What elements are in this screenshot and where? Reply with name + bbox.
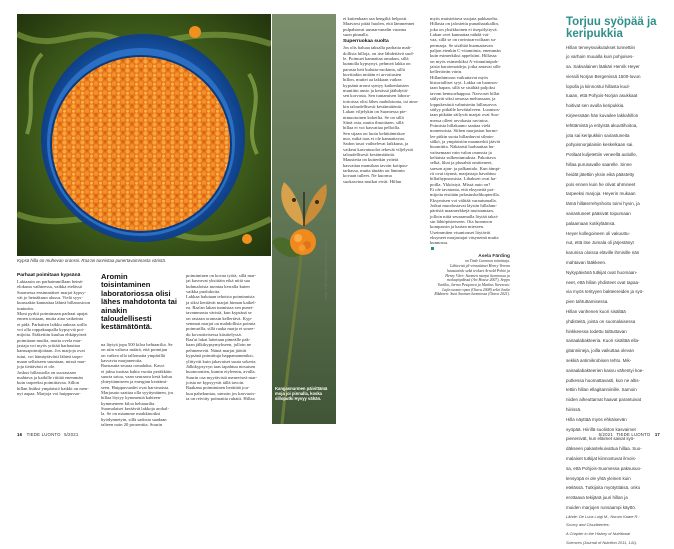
text-line: palaamaan kotikyläänsä. <box>566 220 616 226</box>
text-line: poilla. Ykköstyä. Missä auto on? <box>430 181 491 187</box>
text-line: jolloin niitä seuraamalla löytää takai- <box>430 213 499 219</box>
section-subheading: Superruokaa suolta <box>343 39 389 45</box>
text-line: hoitivat sen avulla keripukkia. <box>566 103 625 109</box>
text-line: monenoista. Siihen marjaston hormi- <box>430 128 499 134</box>
text-line: taan hapan, sillä se sisältää paljoksi <box>430 85 496 91</box>
text-line: huomittta. Näkäaisti harhauttaa hu- <box>430 144 495 150</box>
text-line: joka on yksikkoinen ei itsepölyttyvä. <box>430 26 498 32</box>
text-line: kin taloudellisesti kestämätöntä. <box>343 104 403 109</box>
text-line: paljon etenkin C-vitamiinia, enemmän <box>430 48 501 54</box>
text-line: kompassin ja kartan mieseen. <box>430 224 485 230</box>
right-col1-text-2 <box>343 45 423 184</box>
left-col1-text <box>17 279 95 397</box>
text-line: kunnossa. <box>430 240 449 246</box>
text-line: ei jaksa tuottaa kahta vuotta peräkkäin <box>101 368 172 374</box>
text-line: mijoita. Etäkettiin kuuluu ehkäpyöreä <box>17 332 87 338</box>
magazine-name-right: TIEDE LUONTO <box>616 432 651 437</box>
text-line: jaisia karotenoideja, jotka antavat sille <box>430 64 501 70</box>
page-number-right: 17 <box>654 432 660 437</box>
text-line: Lakkaa halutaan tehoista poiminnista <box>186 294 255 300</box>
text-line: muniitin ansio ja kesässä jäähdyttä- <box>343 87 409 93</box>
text-line: ea. Raa'an lakan tunnistaa sen punet- <box>186 305 254 311</box>
text-line: Rikkinen: Suot Suomen luonnossa (Otava 2021). <box>434 292 510 297</box>
text-line: mahtavan lääkkeen. <box>566 260 607 266</box>
sidebar-text <box>566 45 660 511</box>
text-line: nuo, mikä taas ei ole kannattavaa. <box>343 136 406 142</box>
text-line: lopulla ja kiinnostui hillasta kuul- <box>566 83 631 89</box>
text-line: etelässä. Tutkijoita myötyttiäisä, onko <box>566 485 641 491</box>
text-line: hillon, muttei aa lakkaan vaikea <box>343 77 402 83</box>
text-line: hiirissä. <box>566 406 582 412</box>
text-line: ta on reivitty poimattia ruhatti. Hillaa <box>186 395 255 401</box>
left-col3-text <box>186 273 264 401</box>
text-line: Lakan viljelykin on Suomessa pie- <box>343 109 407 115</box>
text-line: joista ne kypsyyvät tällä tavoin. <box>186 379 245 385</box>
text-line: na läytyä jopa 500 kiloa hehtaarilta. Se <box>101 341 173 347</box>
text-line: pärtistä maamerkkejä muistamaan, <box>430 208 494 214</box>
text-line: tunturiin. <box>17 305 34 311</box>
text-line: karunisa oloissa eläville ihmisille nän <box>566 250 640 256</box>
issue-number: 5/2021 <box>64 432 79 437</box>
text-line: erottaava tekijänä juuri hillan ja <box>566 495 628 501</box>
text-line: sen korvasta. Sen tuntamisen labora- <box>343 93 411 99</box>
text-line: du kovaotteisessa käsittelyssä. <box>186 331 242 337</box>
text-line: maan sellaiseen suuntaan, missä mar- <box>17 359 86 364</box>
text-line: permarja. Se sisältää huomattavan <box>430 42 493 48</box>
text-line: A Chapter in the History of Nutritional <box>566 530 631 536</box>
text-line: sälkö, ja ympäristön maamerkit jäävät <box>430 138 501 144</box>
text-line: hyödynnetyin, sillä sadosta saadaan <box>101 416 167 422</box>
text-line: poimurilla, sillä raaka marja ei sosee- <box>186 326 255 332</box>
text-line: on rasiaan oranssin kellertävä. Kyp- <box>186 315 253 321</box>
left-column-3 <box>186 273 264 401</box>
text-line: huomoonien, kumin etyleenin, avulla. <box>186 369 256 375</box>
text-line: kypsänä poimittuja happamammiksi, <box>186 353 254 359</box>
text-line: kanssapoimijoitaan. Jos marjoja ovat <box>17 348 85 354</box>
cloudberry-bowl-illustration <box>17 14 271 256</box>
text-line: Vuokko, Jarmo Pesqonen ja Markus Varesvuo: <box>437 282 510 287</box>
text-line: Potilaat kuljetettiin veneellä autiolle, <box>566 152 638 158</box>
text-line: vät jo heinäkuun alussa. Vielä syys- <box>17 294 83 300</box>
text-line: jastaja voi myös yrittää harhauttaa <box>17 342 81 348</box>
text-line: jat kasvavat yksittäin eikä niitä saa <box>186 278 250 284</box>
text-line: Henry Väre: Suomen marjat luonnossa ja <box>445 273 510 278</box>
text-line: ylittyvät kuin jakavaiset suuta sokeria. <box>186 358 257 364</box>
text-line: sairastuneet pääsivät toipumaan <box>566 211 631 217</box>
end-mark-icon <box>431 247 434 250</box>
text-line: dollisia hilloja, on itse lähdettävä suol- <box>343 50 415 56</box>
text-line: neet, että hillan yhdisteet ovat tapaa- <box>566 279 640 285</box>
text-line: Jälkikypsyvyn taas tapahtuu nirsaisen <box>186 363 256 369</box>
left-footer <box>17 432 78 437</box>
text-line: talteen noin 20 prosenttia. Suurin <box>101 422 163 427</box>
text-line: myös muistettava suojata pakkaselta. <box>430 16 499 21</box>
text-line: Jos olis haluaa taksalla parhaita mah- <box>343 45 412 51</box>
text-line: parasta heti kulutta-ruokinta, sillä <box>343 66 405 72</box>
text-line: yhdisteitä, joista on suomalaisessa <box>566 318 636 324</box>
text-line: tämä hillaterrehyshoito toimi hyvin, ja <box>566 201 640 207</box>
text-line: heidät jätettiin yksin eikä päästetty <box>566 171 635 177</box>
text-line: loppukesästä valmistettu hillasurvos <box>430 101 497 107</box>
text-line: Lähteenä yli-viranäänet Henry Verenn <box>450 264 510 269</box>
sidebar-source <box>566 515 660 545</box>
text-line: kypsänä aromi syntyy kaikenlaisten <box>343 82 409 88</box>
text-line: kuhmalotsia montaa kerralla kuten <box>186 283 250 289</box>
right-footer <box>599 432 660 437</box>
section-heading: Parhaat poimitaan kypsänä <box>17 273 81 278</box>
text-line: säilyvät siksi omassa mehussaan, ja <box>430 96 496 102</box>
butterfly-photo <box>272 14 336 424</box>
text-line: kaan jälkikypsymykseen, jolloin ne <box>186 342 252 348</box>
sidebar-box <box>566 16 660 549</box>
author-name: Asela Färding <box>478 254 510 260</box>
text-line: poimitaan muilta, mutta ovela mar- <box>17 337 82 343</box>
text-line: kuin esimerkiksi appelsiini. Hillassa <box>430 53 497 59</box>
text-line: on Tiede Luonnon toimittaja. <box>464 259 510 264</box>
text-line: nyt aapaa. Marjoja voi huippuvuo- <box>17 391 81 397</box>
issue-number-right: 5/2021 <box>598 432 613 437</box>
text-line: pehmenevät. Nämä marjat jäävät <box>186 347 247 353</box>
text-line: hillaa purusavalle saarelle. Sinne <box>566 162 632 168</box>
text-line: malaiset tutkijat kiinnostuvat ilmois- <box>566 455 637 461</box>
text-line: kuvittakin mitään ei arvoitusten <box>343 71 402 77</box>
magazine-name: TIEDE LUONTO <box>26 432 61 437</box>
text-line: Lajin tuonto-opas (Otava 2008) sekä Jouko <box>442 287 510 292</box>
text-line: putkessa huomattavasti, kun ne altis- <box>566 377 641 383</box>
text-line: Lakan ovet kannattaa nähdä vai- <box>430 32 490 38</box>
butterfly-caption: Kangasnurmen päivittämä moja joi pinnalla, koska silloputki Hyvyy vähän. <box>275 386 328 401</box>
right-col2-text <box>430 16 510 246</box>
text-line: Suomalaiset keräävät lakkoja arokal- <box>101 405 169 411</box>
text-line: kunnolla kypsynyt, pehmeä lakka on <box>343 61 411 67</box>
text-line: sairaalabakteerien kasvu vähentyi koe- <box>566 367 644 373</box>
text-line: Siinä osta, mutta ilmoittaen, sillä <box>343 120 404 126</box>
text-line: sa. Saksalainen lääkäri Henrik Heyer <box>566 64 640 70</box>
text-line: tarpeeksi marjoja. Heyerin mukaan <box>566 191 636 197</box>
text-line: via myös terityyen bakteereiden ja syö- <box>566 289 644 295</box>
text-line: kasvavia marjaneroita. <box>101 357 143 363</box>
text-line: Scurvy and Cloudberries: <box>566 522 610 528</box>
text-line: ja siksi keräävät marjat hinnan kaikel- <box>186 299 257 305</box>
text-line: suurta satoa, vaan seuraava kesä kuluu <box>101 373 172 379</box>
text-line: Kirjeessään hän kuvailee lakkahillon <box>566 113 639 119</box>
text-line: tehttämistä ja erityistä akuuttihoitoa, <box>566 122 638 128</box>
text-line: eksyneet marjastajat väsyneinä mutta <box>430 235 499 241</box>
text-line: syöpää. Hiirillä suoliston kasvaimet <box>566 426 636 432</box>
text-line: rit ovat täynnä, marjastaja havahtuu <box>430 170 496 176</box>
text-line: le. Poimuet kannattaa omakun, sillä <box>343 55 409 61</box>
text-line: elokuun vaihteessa, vaikka etelässä <box>17 284 82 290</box>
pull-quote: Aromin toisintaminen laboratoriossa olisi lähes mahdotonta tai ainakin taloudellisesti kestämätöntä. <box>101 272 177 332</box>
text-line: Maustetta on kuitenkin yritetä <box>343 157 399 163</box>
text-line: Nykypäivänä tutkijat ovat huomaan- <box>566 269 638 275</box>
text-line: tavom bentsoehappoa. Narvoset hillat <box>430 90 500 96</box>
text-line: mahtava ja kaikille riittää enemmän <box>17 375 83 381</box>
photo-credit: Kuvat: Sofia Venäläinen ja Lehti/Lindholm <box>324 241 328 300</box>
left-column-2 <box>101 273 179 427</box>
text-line: vaa, sillä se on ravintoarvoiltaan su- <box>430 37 497 43</box>
text-line: Ei ole tavatonta, että eksyneitä poi- <box>430 187 495 192</box>
text-line: messa olleet arvokasta ravintoa. <box>430 117 489 123</box>
text-line: Hillan vanhenen kuori sisältää <box>566 309 626 315</box>
text-line: Moni pyrkii poimimaan parhaat apajat <box>17 310 88 316</box>
text-line: Jotkut muodostavat läysiin hillalam- <box>430 203 497 209</box>
text-line: hillaihypnoosista. Lihaksen ovat ha- <box>430 176 497 182</box>
text-line: suon pinnalla. <box>343 32 369 38</box>
butterfly-on-cloudberry-illustration <box>272 14 336 424</box>
cloudberry-bowl-photo <box>17 14 271 256</box>
text-line: Hilla näyttää myös ehkäisevän <box>566 416 627 422</box>
text-line: jota sai keripukkiin sairastuneita <box>566 132 630 138</box>
text-line: tutut, voi hämäytävästi lähteä tarpo- <box>17 353 84 359</box>
right-column-1 <box>343 16 423 184</box>
text-line: mijoita etsitään pelastushelikopterilla. <box>430 192 500 198</box>
text-line: kovaan tulleet. Ne kuorma <box>343 173 392 179</box>
text-line: Heyer kollegoineen oli vakuuttu- <box>566 230 631 236</box>
text-line: kuu pahekuntaa, samoin jos kasvuois- <box>186 390 256 396</box>
text-line: kasvattaa mansikan tavoin kotipuu- <box>343 162 409 168</box>
text-line: gitanniineja, joilla vaikuttaa olevan <box>566 348 635 354</box>
text-line: Maavarsi pitää huolen, että lämmennet <box>343 21 415 27</box>
text-line: yhteyttämiseen ja energian keräämi- <box>101 379 168 385</box>
text-line: kuussakin kannattaa lähteä hillanostoon <box>17 300 91 306</box>
text-line: sairaalabakteeria. Kuori sisältää ella- <box>566 338 640 344</box>
text-line: joja tiettävästi ei ole. <box>17 364 56 370</box>
text-line: Sadon tasot vaihtelevat laikkuna, ja <box>343 141 409 147</box>
text-line: Raakana poimiminen herättää jou- <box>186 385 250 391</box>
text-line: la. Se on maamme markkinoiksi <box>101 411 161 417</box>
text-line: Sciences (Journal of Nutrition 2011, 141). <box>566 539 638 545</box>
text-line: ruokapöydässä (Art House 2007), Seppo <box>446 278 510 283</box>
text-line: voi olla roppakaupalla kypsyviä poi- <box>17 326 85 332</box>
text-line: Raa'at lakat laitetaan pimeälle pak- <box>186 337 251 343</box>
text-line: Hillanhimoon vaikuttavat myös <box>430 74 489 80</box>
text-line: historialliset syyt. Lakka on luonnos- <box>430 80 499 86</box>
text-line: Lähde: De Luca Luigi M., Norum Kaare R.: <box>566 513 640 519</box>
text-line: taloudellisesti kestämätöntä. <box>343 152 396 158</box>
text-line: kuin tarpeeksi poimittavaa. Sillon <box>17 380 80 386</box>
text-line: ei kuitenkaan saa hengiltä helposti. <box>343 16 408 21</box>
text-line: pohjoisnorjalaisiin keskelkaan sai. <box>566 142 634 148</box>
text-line: sekkiä antimikrobisen tehto. Mik- <box>566 358 632 363</box>
text-line: tuaan, että Pohjois-Norjan asukkaat <box>566 93 638 99</box>
text-line: tettiin hillan ellagitanniinille. Samoin <box>566 387 637 393</box>
text-line: Poimista hillakauno saattaa vielä <box>430 122 491 128</box>
text-line: nut, että itse Jumala oli järjestänyt <box>566 240 634 246</box>
text-line: säilyy pitkälle kevättalveen. Luonnos- <box>430 106 501 112</box>
text-line: sin lähtöpisteeseen. Ota luonnoon <box>430 219 493 225</box>
text-line: Marjasato saattaa olla syyttynäinen, jos <box>101 389 174 395</box>
text-line: saeson ajan- ja palkantalo. Kun äimpi- <box>430 165 501 171</box>
text-line: ei pidä. Parhaiten laikku aukeaa soilla <box>17 321 87 327</box>
text-line: muiden marjojen runsaampi käyttö. <box>566 504 637 510</box>
text-line: kymmeneen kiloa hehtaarilta. <box>101 400 156 406</box>
text-line: Suomessa ensimmäiset marjat kypsy- <box>17 289 87 295</box>
left-col2-text <box>101 342 179 428</box>
text-line: tavammasta väristä, kun kypsänä se <box>186 310 252 316</box>
text-line: pulpahtavat uusnarvanalin vuonna <box>343 26 407 32</box>
text-line: Useimmiten visantouset löytävät <box>430 229 491 235</box>
text-line: selkä, lihat ja plusahtä omitteneet, <box>430 160 493 166</box>
text-line: hinkkeessa todettu talttuttavan <box>566 328 627 334</box>
right-column-2 <box>430 16 510 297</box>
right-col1-text <box>343 16 423 37</box>
text-line: Suurin osa myytävistä meneviseä mar- <box>186 374 258 380</box>
text-line: Joskus hillasuolla on suorastaan <box>17 369 76 375</box>
text-line: on niin valtava määrä, että poimijan <box>101 347 168 353</box>
text-line: nimuotoinen kokeilta. Se on sillä <box>343 114 404 120</box>
text-line: pien tahtuttamisessa. <box>566 299 609 305</box>
text-line: taan pitkään säilyvät marjat ovat Suo- <box>430 112 500 118</box>
text-line: däkseen pakastekuivattua hillaa. Suo- <box>566 446 642 452</box>
text-line: kellertävän värin. <box>430 69 463 75</box>
text-line: ennen toisiaan, mutta aina vaikeinta <box>17 316 83 322</box>
text-line: Laktaasin on parhaimmillaan heinä- <box>17 278 84 284</box>
author-note <box>430 259 510 297</box>
text-line: hillan lisäksi ympäristö kaikki on men- <box>17 385 89 391</box>
text-line: hillaa ei voi kasvattaa pelloilla. <box>343 125 401 131</box>
text-line: Runsautta seuraa romahdus. Kasvi <box>101 363 165 369</box>
text-line: on vaikea olla tallomatta ympärillä <box>101 352 166 358</box>
text-line: torioissa olisi lähes mahdotonta, tai aina- <box>343 98 419 104</box>
text-line: vaikka puolukoita. <box>186 289 221 295</box>
text-line: sa, että Pohjois-Suomessa paksusuo- <box>566 465 642 471</box>
text-line: vieraili Norjan Bergenissä 1500-luvun <box>566 73 641 79</box>
page-number: 16 <box>17 432 23 437</box>
text-line: hillaa löytyy kymmeniä kahteen- <box>101 395 162 401</box>
text-line: seen. Huippuvuodet ovat harvinaisia. <box>101 384 170 390</box>
text-line: Hillasta on jalostettu punatharakallin, <box>430 21 499 27</box>
text-line: vaitsemaan vain valon oranssia ja <box>430 149 492 155</box>
text-line: pienenivät, kun eläimet saivat syö- <box>566 436 635 442</box>
text-line: keltaisia sulkeutumuksia. Pakottava <box>430 154 496 160</box>
text-line: Hillan terveysvaikutukset tunnettiin <box>566 44 636 50</box>
text-line: semmat marjat on mahdollista poimia <box>186 321 256 327</box>
text-line: vaikeat kasvatusolot tekevät viljelystä <box>343 146 413 152</box>
text-line: jo varhain muualla kuin pohjoises- <box>566 54 634 60</box>
left-column-1 <box>17 273 95 396</box>
text-line: suokasvina mutkat eivät. Hillan <box>343 178 402 184</box>
text-line: Eksymisen voi välttää varautumalla. <box>430 197 497 203</box>
text-line: lensyöpä ei ole yhtä yleinen kuin <box>566 475 631 481</box>
text-line: haastattelu sekä teokset Arnold Pohio ja <box>447 268 510 273</box>
text-line: lee pitkin suota hillanhuvat silmin- <box>430 133 495 139</box>
text-line: niiden aiheuttamat haavat parantuivat <box>566 397 642 403</box>
text-line: tarhassa, mutta tänään on lämmin <box>343 168 405 174</box>
text-line: on myös esimerkiksi A-vitamiinipoh- <box>430 58 499 64</box>
text-line: Sen sijaan on luotu kehittämiskoe <box>343 130 406 136</box>
photo-caption: Kypsä hilla on muhevan oranssi. Raa'an tunnistaa punertavammasta väristä. <box>17 258 166 263</box>
text-line: pois ennen kuin he olivat ahmineet <box>566 181 636 187</box>
text-line: poimiminen on kovaa työtä, sillä mar- <box>186 273 257 278</box>
sidebar-title: Torjuu syöpää ja keripukkia <box>566 16 657 40</box>
